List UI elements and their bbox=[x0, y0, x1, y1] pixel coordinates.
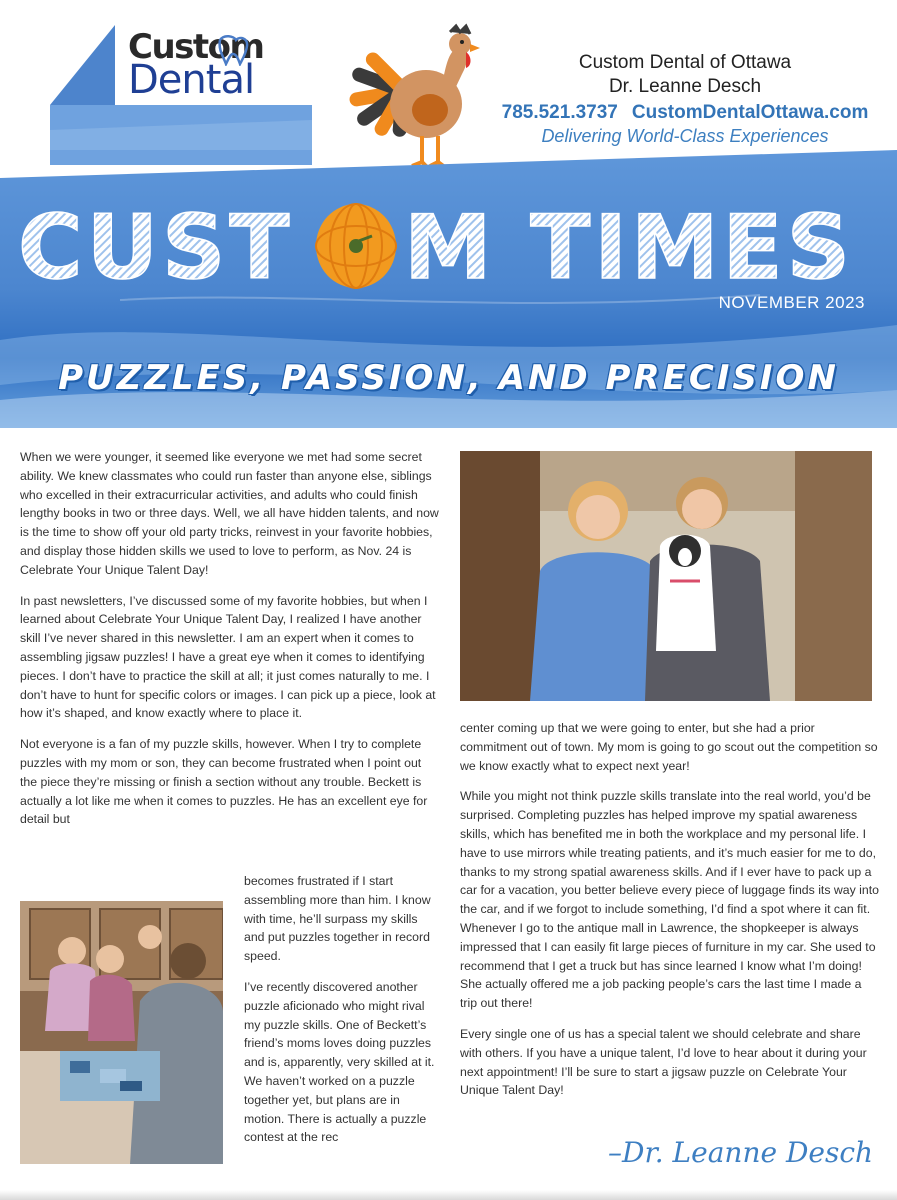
masthead-title-left: CUST bbox=[18, 200, 294, 290]
article-headline: PUZZLES, PASSION, AND PRECISION bbox=[58, 358, 839, 398]
puzzle-photo bbox=[20, 901, 223, 1164]
practice-name: Custom Dental of Ottawa bbox=[578, 52, 792, 73]
article-column-right bbox=[460, 719, 880, 1112]
pumpkin-icon bbox=[316, 204, 396, 288]
tagline: Delivering World-Class Experiences bbox=[541, 126, 829, 146]
article-paragraph: Not everyone is a fan of my puzzle skills, however. When I try to complete puzzles with my mom or son, they can become frustrated when I point out the piece they’re missing or finish a section without any trouble. Beckett is actually a lot like me when it comes to puzzles. He has an excellent eye for detail but bbox=[20, 737, 428, 827]
article-column-narrow bbox=[244, 872, 440, 1159]
article-paragraph: becomes frustrated if I start assembling more than him. I know with time, he’ll surpass my skills and put puzzles together in record speed. bbox=[244, 874, 431, 964]
article-paragraph: While you might not think puzzle skills translate into the real world, you’d be surprised. Completing puzzles has helped improve my spatial awareness skills, which has benefited me in both the workplace and my personal life. I have to use mirrors while treating patients, and it’s much easier for me to do, thanks to my strong spatial awareness skills. And if I ever have to pack up a car for a vacation, you better believe every piece of luggage finds its way into the car, and if we forgot to include something, I’d find a spot where it can fit. Whenever I go to the antique mall in Lawrence, the shopkeeper is always impressed that I can easily fit large pieces of furniture in my car. She used to recommend that I get a truck but has since learned I know what I’m doing! She actually offered me a job packing people’s cars the last time I made a trip out there! bbox=[460, 789, 880, 1011]
logo-custom-text: Custom bbox=[128, 27, 264, 67]
website-link[interactable]: CustomDentalOttawa.com bbox=[631, 102, 869, 123]
article-paragraph: When we were younger, it seemed like everyone we met had some secret ability. We knew classmates who could run faster than anyone else, siblings who excelled in their extracurricular activities, and adults who could finish lengthy books in two or three days. Well, we all have hidden talents, and now is the time to show off your old party tricks, reinvest in your favorite hobbies, and display those hidden skills we used to love to perform, as Nov. 24 is Celebrate Your Unique Talent Day! bbox=[20, 450, 439, 577]
phone-number[interactable]: 785.521.3737 bbox=[501, 102, 618, 123]
masthead-title-right: M TIMES bbox=[404, 200, 855, 290]
phone-website-line bbox=[480, 102, 890, 124]
article-column-left bbox=[20, 448, 440, 841]
doctor-name: Dr. Leanne Desch bbox=[608, 76, 762, 97]
article-paragraph: I’ve recently discovered another puzzle aficionado who might rival my puzzle skills. One of Beckett’s friend’s moms loves doing puzzles and is, apparently, very skilled at it. We haven’t worked on a puzzle together yet, but plans are in motion. There is actually a puzzle contest at the rec bbox=[244, 979, 435, 1145]
article-paragraph: center coming up that we were going to enter, but she had a prior commitment out of town. My mom is going to go scout out the competition so we know exactly what to expect next year! bbox=[460, 721, 878, 773]
issue-date: NOVEMBER 2023 bbox=[718, 293, 865, 312]
tooth-logo-icon bbox=[214, 34, 252, 66]
article-paragraph: In past newsletters, I’ve discussed some of my favorite hobbies, but when I learned about Celebrate Your Unique Talent Day, I realized I have another skill I’ve never shared in this newsletter. I am an expert when it comes to assembling jigsaw puzzles! I have a great eye when it comes to identifying pieces. I don’t have to practice the skill at all; it just comes naturally to me. I don’t have to hunt for specific colors or images. I can pick up a piece, look at how it’s shaped, and know exactly where to place it. bbox=[20, 593, 436, 721]
page-edge bbox=[0, 1190, 897, 1200]
logo-dental-text: Dental bbox=[128, 57, 255, 103]
article-paragraph: Every single one of us has a special talent we should celebrate and share with others. If you have a unique talent, I’d love to hear about it during your next appointment! I’ll be sure to start a jigsaw puzzle on Celebrate Your Unique Talent Day! bbox=[460, 1026, 867, 1098]
contact-block bbox=[480, 52, 890, 147]
signature: –Dr. Leanne Desch bbox=[608, 1136, 874, 1169]
doctor-with-dog-photo bbox=[460, 451, 872, 701]
masthead-title bbox=[18, 200, 888, 290]
